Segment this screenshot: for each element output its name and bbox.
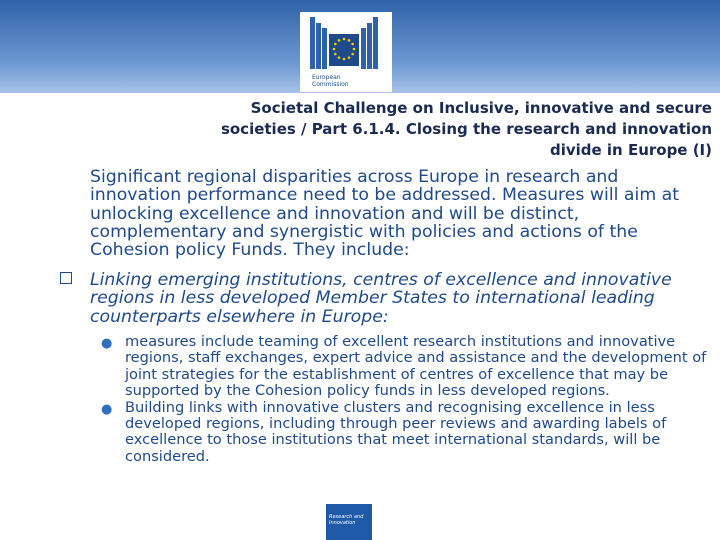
sub-bullet-item — [101, 333, 717, 400]
checkbox-bullet-icon — [60, 272, 72, 284]
eu-star-icon — [338, 56, 341, 59]
eu-star-icon — [353, 48, 356, 51]
linking-bullet: Linking emerging institutions, centres of excellence and innovative regions in less developed Member States to international leading counterparts elsewhere in Europe: — [90, 270, 672, 327]
european-commission-logo — [300, 12, 392, 92]
eu-star-icon — [334, 53, 337, 56]
eu-star-icon — [343, 38, 346, 41]
sub-bullet-list — [101, 333, 717, 465]
sub-bullet-text: measures include teaming of excellent research institutions and innovative regions, staff exchanges, expert advice and assistance and the development of joint strategies for the establishment of centres of excellence that may be supported by the Cohesion policy funds in less developed regions. — [125, 333, 707, 400]
eu-star-icon — [333, 48, 336, 51]
logo-text-line1: European — [312, 74, 341, 81]
bullet-dot-icon: ● — [101, 401, 113, 417]
slide-title — [112, 98, 712, 161]
eu-star-icon — [343, 58, 346, 61]
sub-bullet-item — [101, 398, 717, 466]
eu-star-icon — [348, 39, 351, 42]
eu-star-icon — [334, 43, 337, 46]
eu-star-icon — [338, 39, 341, 42]
logo-text — [312, 74, 349, 88]
logo-text-line2: Commission — [312, 81, 349, 88]
eu-star-icon — [351, 43, 354, 46]
sub-bullet-text: Building links with innovative clusters and recognising excellence in less developed regions, including through peer reviews and awarding labels of excellence to those institutions that meet international standards, will be considered. — [125, 398, 667, 465]
eu-star-icon — [351, 53, 354, 56]
footer-tag-line1: Research and — [329, 514, 364, 520]
bullet-dot-icon: ● — [101, 336, 113, 351]
commission-building-icon — [300, 12, 392, 74]
eu-star-icon — [348, 56, 351, 59]
title-line2: societies / Part 6.1.4. Closing the research and innovation — [220, 120, 712, 138]
footer-tag-line2: Innovation — [329, 520, 356, 526]
research-innovation-tag — [326, 504, 372, 540]
title-line3: divide in Europe (I) — [549, 141, 712, 159]
title-line1: Societal Challenge on Inclusive, innovative and secure — [250, 99, 712, 117]
intro-paragraph: Significant regional disparities across Europe in research and innovation performance need to be addressed. Measures will aim at unlocking excellence and innovation and will be distinct, complementary and synergistic with policies and actions of the Cohesion policy Funds. They include: — [90, 167, 680, 261]
